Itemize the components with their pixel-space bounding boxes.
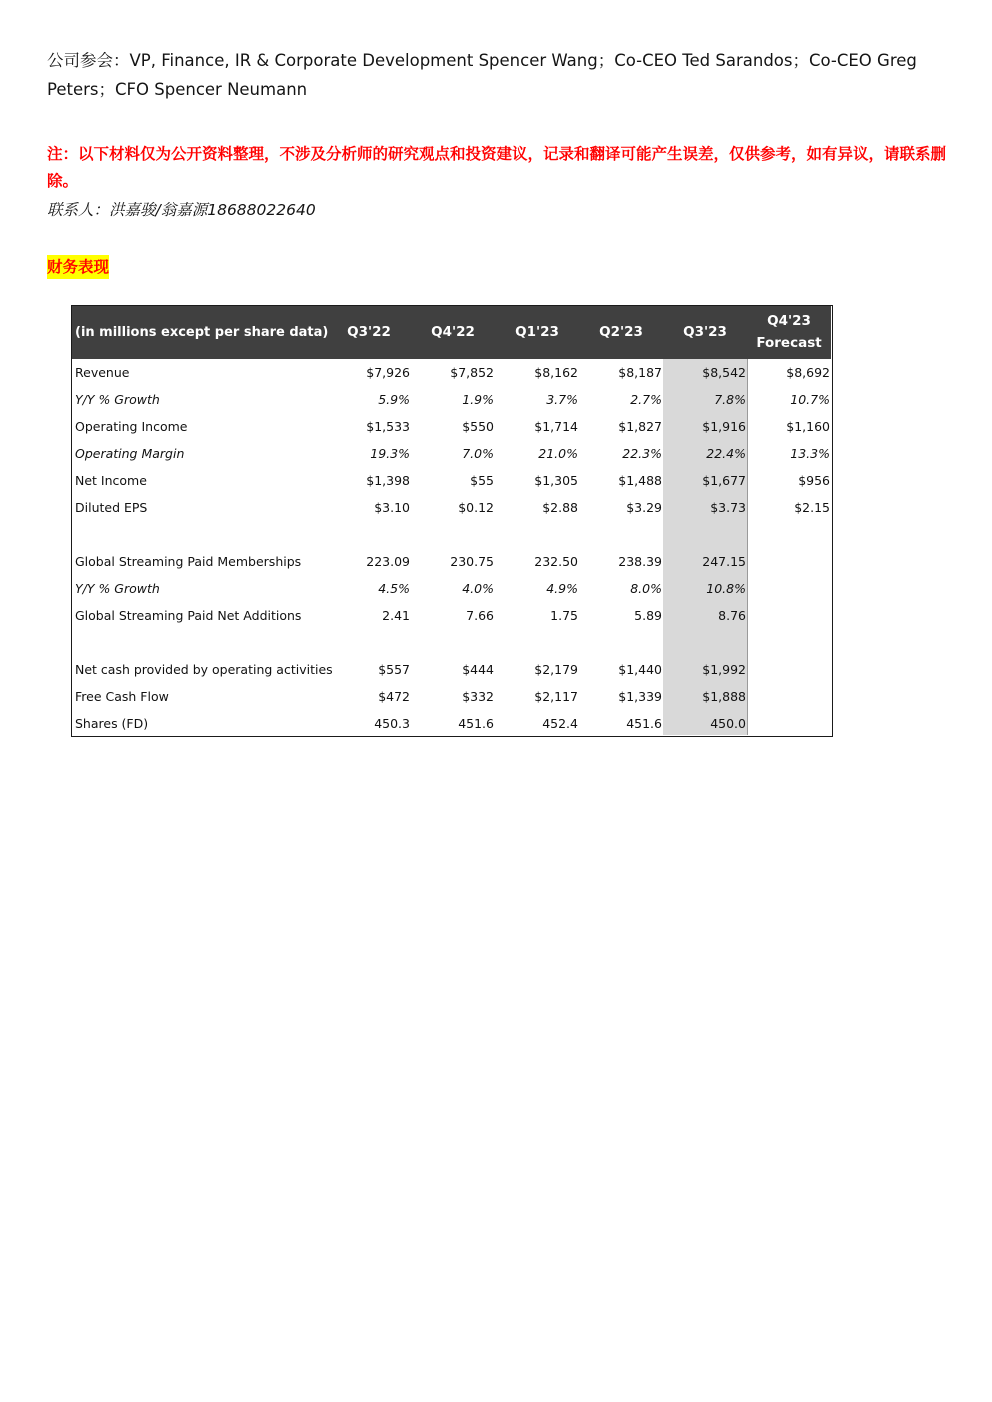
table-cell: $2.88 bbox=[542, 500, 578, 515]
table-cell: 5.9% bbox=[378, 392, 410, 407]
col-header: Q2'23 bbox=[599, 324, 643, 340]
row-label: Operating Margin bbox=[75, 446, 185, 461]
table-cell: $1,677 bbox=[702, 473, 746, 488]
table-cell: $3.29 bbox=[626, 500, 662, 515]
table-cell: $2.15 bbox=[794, 500, 830, 515]
table-row bbox=[72, 656, 831, 683]
financial-table bbox=[71, 305, 833, 737]
table-cell: $8,542 bbox=[702, 365, 746, 380]
table-cell: $1,888 bbox=[702, 689, 746, 704]
participants-text: 公司参会：VP, Finance, IR & Corporate Development Spencer Wang；Co-CEO Ted Sarandos；Co-CEO Greg Peters；CFO Spencer Neumann bbox=[47, 51, 917, 99]
table-cell: 7.66 bbox=[466, 608, 494, 623]
table-cell: $550 bbox=[462, 419, 494, 434]
table-cell: $1,339 bbox=[618, 689, 662, 704]
table-cell: $0.12 bbox=[458, 500, 494, 515]
table-cell: 2.7% bbox=[630, 392, 662, 407]
forecast-label: Forecast bbox=[756, 335, 822, 351]
table-cell: $3.73 bbox=[710, 500, 746, 515]
table-cell: $1,827 bbox=[618, 419, 662, 434]
table-cell: $1,714 bbox=[534, 419, 578, 434]
table-row bbox=[72, 359, 831, 386]
table-cell: $2,117 bbox=[534, 689, 578, 704]
row-label: Global Streaming Paid Memberships bbox=[75, 554, 302, 569]
disclaimer-note: 注：以下材料仅为公开资料整理，不涉及分析师的研究观点和投资建议，记录和翻译可能产生误差，仅供参考，如有异议，请联系删除。 bbox=[47, 145, 947, 190]
table-cell: 232.50 bbox=[534, 554, 578, 569]
table-cell: $332 bbox=[462, 689, 494, 704]
table-cell: $8,187 bbox=[618, 365, 662, 380]
row-label: Net Income bbox=[75, 473, 147, 488]
table-cell: 7.8% bbox=[714, 392, 746, 407]
table-row bbox=[72, 710, 831, 737]
table-cell: $557 bbox=[378, 662, 410, 677]
table-cell: 1.9% bbox=[462, 392, 494, 407]
table-cell: 223.09 bbox=[366, 554, 410, 569]
table-row bbox=[72, 413, 831, 440]
table-cell: $444 bbox=[462, 662, 494, 677]
col-header: Q4'22 bbox=[431, 324, 475, 340]
contact-line: 联系人：洪嘉骏/翁嘉源18688022640 bbox=[47, 201, 316, 219]
row-label: Operating Income bbox=[75, 419, 188, 434]
table-cell: $1,992 bbox=[702, 662, 746, 677]
table-cell: $956 bbox=[798, 473, 830, 488]
row-label: Y/Y % Growth bbox=[75, 581, 160, 596]
table-cell: 21.0% bbox=[538, 446, 578, 461]
table-cell: $1,398 bbox=[366, 473, 410, 488]
row-label: Global Streaming Paid Net Additions bbox=[75, 608, 302, 623]
table-cell: 247.15 bbox=[702, 554, 746, 569]
table-cell: $7,852 bbox=[450, 365, 494, 380]
table-cell: $1,533 bbox=[366, 419, 410, 434]
table-cell: 10.8% bbox=[706, 581, 746, 596]
table-cell: 10.7% bbox=[790, 392, 830, 407]
table-cell: 450.0 bbox=[710, 716, 746, 731]
table-cell: $1,440 bbox=[618, 662, 662, 677]
table-cell: 7.0% bbox=[462, 446, 494, 461]
table-cell: 22.3% bbox=[622, 446, 662, 461]
table-cell: 4.0% bbox=[462, 581, 494, 596]
table-cell: $8,692 bbox=[786, 365, 830, 380]
table-cell: $7,926 bbox=[366, 365, 410, 380]
table-cell: 13.3% bbox=[790, 446, 830, 461]
table-row bbox=[72, 440, 831, 467]
table-cell: $1,916 bbox=[702, 419, 746, 434]
table-cell: 450.3 bbox=[374, 716, 410, 731]
table-cell: $472 bbox=[378, 689, 410, 704]
row-label: Shares (FD) bbox=[75, 716, 149, 731]
table-cell: 1.75 bbox=[550, 608, 578, 623]
table-cell: 451.6 bbox=[458, 716, 494, 731]
table-row bbox=[72, 548, 831, 575]
table-cell: 8.76 bbox=[718, 608, 746, 623]
table-cell: $2,179 bbox=[534, 662, 578, 677]
table-cell: $1,305 bbox=[534, 473, 578, 488]
table-cell: 8.0% bbox=[630, 581, 662, 596]
table-cell: $8,162 bbox=[534, 365, 578, 380]
table-row bbox=[72, 602, 831, 629]
table-cell: 2.41 bbox=[382, 608, 410, 623]
row-label: Net cash provided by operating activities bbox=[75, 662, 333, 677]
table-row bbox=[72, 494, 831, 521]
table-cell: 230.75 bbox=[450, 554, 494, 569]
table-cell: 19.3% bbox=[370, 446, 410, 461]
col-header: Q3'23 bbox=[683, 324, 727, 340]
table-row bbox=[72, 575, 831, 602]
table-cell: 451.6 bbox=[626, 716, 662, 731]
table-cell: $55 bbox=[470, 473, 494, 488]
table-cell: 5.89 bbox=[634, 608, 662, 623]
table-cell: 238.39 bbox=[618, 554, 662, 569]
table-cell: $3.10 bbox=[374, 500, 410, 515]
table-row bbox=[72, 683, 831, 710]
row-label: Y/Y % Growth bbox=[75, 392, 160, 407]
table-cell: 452.4 bbox=[542, 716, 578, 731]
table-row bbox=[72, 386, 831, 413]
table-header bbox=[72, 306, 831, 359]
col-header-forecast bbox=[747, 306, 831, 359]
table-cell: 22.4% bbox=[706, 446, 746, 461]
header-label: (in millions except per share data) bbox=[75, 325, 329, 340]
table-row bbox=[72, 467, 831, 494]
table-cell: 3.7% bbox=[546, 392, 578, 407]
col-header: Q3'22 bbox=[347, 324, 391, 340]
section-title: 财务表现 bbox=[47, 255, 109, 279]
table-cell: 4.5% bbox=[378, 581, 410, 596]
row-label: Diluted EPS bbox=[75, 500, 148, 515]
row-label: Free Cash Flow bbox=[75, 689, 169, 704]
table-cell: $1,488 bbox=[618, 473, 662, 488]
forecast-quarter: Q4'23 bbox=[767, 313, 811, 329]
col-header: Q1'23 bbox=[515, 324, 559, 340]
table-cell: $1,160 bbox=[786, 419, 830, 434]
row-label: Revenue bbox=[75, 365, 130, 380]
table-cell: 4.9% bbox=[546, 581, 578, 596]
